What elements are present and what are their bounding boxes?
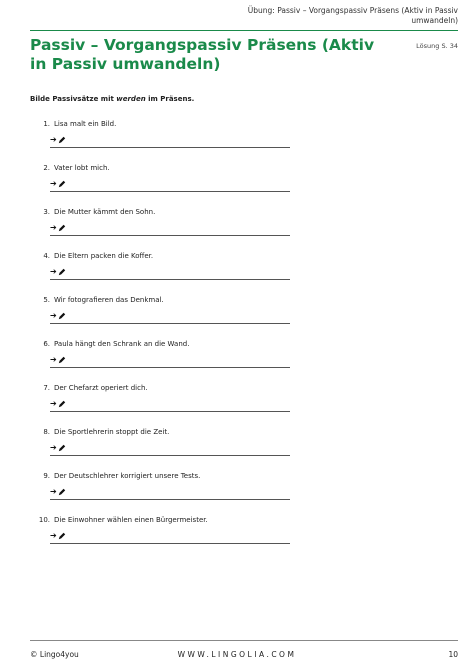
exercise-number: 6. bbox=[43, 340, 50, 348]
exercise-text: Lisa malt ein Bild. bbox=[54, 120, 117, 128]
answer-field[interactable] bbox=[50, 487, 290, 499]
header-divider bbox=[30, 30, 458, 31]
instruction bbox=[30, 95, 194, 103]
answer-field[interactable] bbox=[50, 179, 290, 191]
exercise-text: Der Deutschlehrer korrigiert unsere Tests. bbox=[54, 472, 201, 480]
answer-field[interactable] bbox=[50, 355, 290, 367]
exercise-item bbox=[30, 427, 290, 452]
exercise-sentence bbox=[30, 251, 290, 261]
arrow-icon: ➔ bbox=[50, 135, 57, 144]
arrow-icon: ➔ bbox=[50, 223, 57, 232]
answer-line bbox=[50, 367, 290, 368]
pencil-icon bbox=[58, 312, 66, 320]
answer-line bbox=[50, 499, 290, 500]
exercise-text: Die Mutter kämmt den Sohn. bbox=[54, 208, 156, 216]
exercise-item bbox=[30, 251, 290, 276]
solution-reference: Lösung S. 34 bbox=[416, 42, 458, 50]
exercise-sentence bbox=[30, 119, 290, 129]
pencil-icon bbox=[58, 224, 66, 232]
exercise-text: Die Sportlehrerin stoppt die Zeit. bbox=[54, 428, 170, 436]
exercise-number: 9. bbox=[43, 472, 50, 480]
answer-field[interactable] bbox=[50, 267, 290, 279]
pencil-icon bbox=[58, 356, 66, 364]
arrow-icon: ➔ bbox=[50, 267, 57, 276]
answer-line bbox=[50, 147, 290, 148]
instruction-before: Bilde Passivsätze mit bbox=[30, 95, 117, 103]
pencil-icon bbox=[58, 488, 66, 496]
footer-divider bbox=[30, 640, 458, 641]
exercise-item bbox=[30, 515, 290, 540]
exercise-number: 10. bbox=[38, 516, 50, 524]
exercise-item bbox=[30, 295, 290, 320]
exercise-item bbox=[30, 471, 290, 496]
exercise-number: 4. bbox=[43, 252, 50, 260]
pencil-icon bbox=[58, 400, 66, 408]
arrow-icon: ➔ bbox=[50, 179, 57, 188]
exercise-text: Paula hängt den Schrank an die Wand. bbox=[54, 340, 190, 348]
exercise-number: 8. bbox=[43, 428, 50, 436]
exercise-item bbox=[30, 119, 290, 144]
exercise-number: 2. bbox=[43, 164, 50, 172]
pencil-icon bbox=[58, 444, 66, 452]
exercise-sentence bbox=[30, 295, 290, 305]
answer-line bbox=[50, 323, 290, 324]
answer-field[interactable] bbox=[50, 399, 290, 411]
exercise-item bbox=[30, 163, 290, 188]
exercise-sentence bbox=[30, 471, 290, 481]
pencil-icon bbox=[58, 532, 66, 540]
exercise-text: Vater lobt mich. bbox=[54, 164, 110, 172]
answer-field[interactable] bbox=[50, 443, 290, 455]
exercise-number: 3. bbox=[43, 208, 50, 216]
exercise-item bbox=[30, 207, 290, 232]
answer-line bbox=[50, 235, 290, 236]
page-title: Passiv – Vorgangspassiv Präsens (Aktiv in Passiv umwandeln) bbox=[30, 36, 375, 73]
arrow-icon: ➔ bbox=[50, 399, 57, 408]
exercise-item bbox=[30, 339, 290, 364]
answer-line bbox=[50, 455, 290, 456]
answer-line bbox=[50, 191, 290, 192]
arrow-icon: ➔ bbox=[50, 443, 57, 452]
arrow-icon: ➔ bbox=[50, 355, 57, 364]
exercise-text: Wir fotografieren das Denkmal. bbox=[54, 296, 164, 304]
answer-field[interactable] bbox=[50, 223, 290, 235]
exercise-text: Die Einwohner wählen einen Bürgermeister. bbox=[54, 516, 208, 524]
exercise-text: Die Eltern packen die Koffer. bbox=[54, 252, 154, 260]
exercise-sentence bbox=[30, 207, 290, 217]
exercise-number: 5. bbox=[43, 296, 50, 304]
exercise-number: 1. bbox=[43, 120, 50, 128]
answer-field[interactable] bbox=[50, 135, 290, 147]
exercise-sentence bbox=[30, 339, 290, 349]
instruction-emphasis: werden bbox=[116, 95, 146, 103]
answer-field[interactable] bbox=[50, 311, 290, 323]
arrow-icon: ➔ bbox=[50, 311, 57, 320]
instruction-after: im Präsens. bbox=[145, 95, 195, 103]
exercise-number: 7. bbox=[43, 384, 50, 392]
footer-copyright: © Lingo4you bbox=[30, 650, 79, 659]
answer-line bbox=[50, 279, 290, 280]
answer-line bbox=[50, 543, 290, 544]
answer-line bbox=[50, 411, 290, 412]
header-title: Übung: Passiv – Vorgangspassiv Präsens (Aktiv in Passiv umwandeln) bbox=[247, 6, 458, 25]
arrow-icon: ➔ bbox=[50, 531, 57, 540]
pencil-icon bbox=[58, 268, 66, 276]
pencil-icon bbox=[58, 180, 66, 188]
exercise-sentence bbox=[30, 163, 290, 173]
exercise-sentence bbox=[30, 427, 290, 437]
exercise-sentence bbox=[30, 383, 290, 393]
exercise-sentence bbox=[30, 515, 290, 525]
exercise-text: Der Chefarzt operiert dich. bbox=[54, 384, 148, 392]
footer-website: WWW.LINGOLIA.COM bbox=[177, 650, 297, 659]
pencil-icon bbox=[58, 136, 66, 144]
page-number: 10 bbox=[448, 650, 458, 659]
arrow-icon: ➔ bbox=[50, 487, 57, 496]
answer-field[interactable] bbox=[50, 531, 290, 543]
exercise-item bbox=[30, 383, 290, 408]
